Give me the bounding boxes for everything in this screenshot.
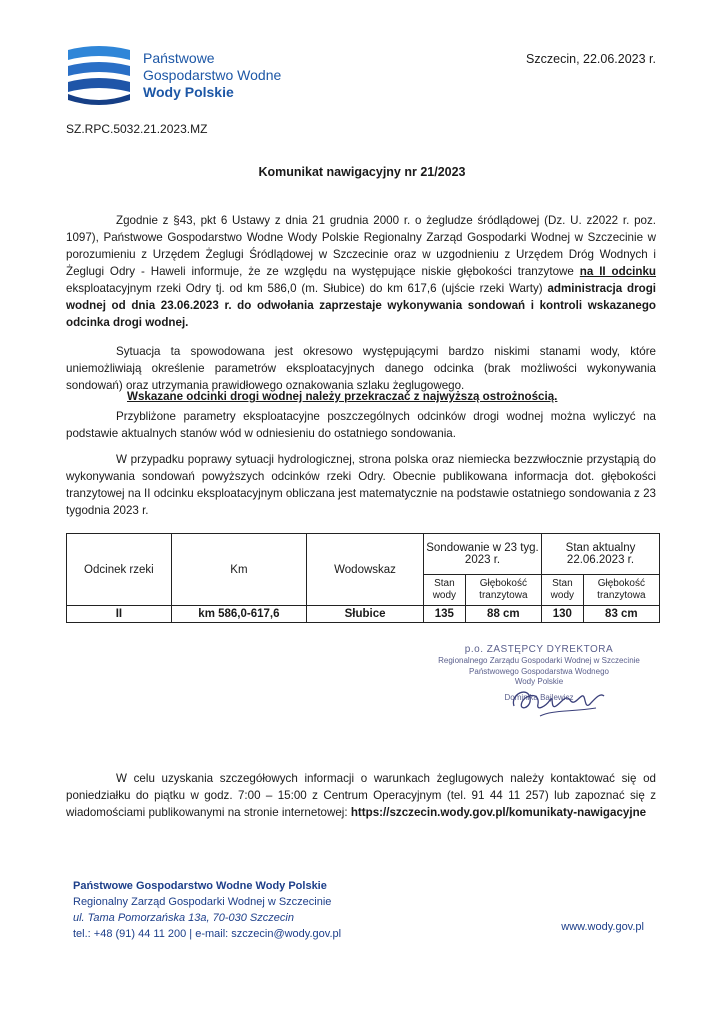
cell-akt-stan: 130 (542, 606, 584, 623)
stamp-line-3: Państwowego Gospodarstwa Wodnego (469, 667, 609, 676)
header-stan-aktualny: Stan aktualny 22.06.2023 r. (542, 534, 660, 575)
water-levels-table (66, 533, 660, 623)
paragraph-4-text: W przypadku poprawy sytuacji hydrologicznej, strona polska oraz niemiecka bezzwłocznie przystąpią do wykonywania sondowań powyższych odcinków rzeki Odry. Obecnie publikowana informacja dot. głębokości tranzytowej na II odcinku eksploatacyjnym obliczana jest matematycznie na podstawie ostatniego sondowania z 23 tygodnia 2023 r. (66, 453, 656, 517)
cell-sond-gleb: 88 cm (465, 606, 541, 623)
footer-line-3: ul. Tama Pomorzańska 13a, 70-030 Szczecin (73, 912, 294, 924)
document-title: Komunikat nawigacyjny nr 21/2023 (258, 165, 466, 179)
footer-line-4: tel.: +48 (91) 44 11 200 | e-mail: szczecin@wody.gov.pl (73, 928, 342, 940)
cell-odcinek: II (67, 606, 172, 623)
paragraph-5 (66, 770, 656, 821)
header-sondowanie: Sondowanie w 23 tyg. 2023 r. (424, 534, 542, 575)
paragraph-3 (66, 408, 656, 442)
header-wodowskaz: Wodowskaz (307, 534, 424, 606)
logo-wordmark (143, 50, 281, 101)
stamp-line-5: Dominika Bajlewicz (504, 693, 574, 702)
paragraph-1-bold: administracja drogi wodnej od dnia 23.06.2023 r. do odwołania zaprzestaje wykonywania sondowań i kontroli wskazanego odcinka drogi wodnej. (66, 282, 657, 329)
document-date: Szczecin, 22.06.2023 r. (526, 52, 656, 66)
cell-akt-gleb: 83 cm (583, 606, 659, 623)
paragraph-5-text: W celu uzyskania szczegółowych informacji o warunkach żeglugowych należy kontaktować się od poniedziałku do piątku w godz. 7:00 – 15:00 z Centrum Operacyjnym (tel. 91 44 11 257) lub zapoznać się z wiadomościami publikowanymi na stronie internetowej: (66, 772, 656, 819)
footer-line-2: Regionalny Zarząd Gospodarki Wodnej w Szczecinie (73, 896, 332, 908)
handwritten-signature-icon (500, 676, 620, 724)
stamp-line-1: p.o. ZASTĘPCY DYREKTORA (464, 644, 614, 655)
paragraph-4 (66, 451, 656, 519)
paragraph-1 (66, 212, 656, 331)
footer-website-link[interactable]: www.wody.gov.pl (561, 921, 644, 933)
table-header-row (67, 534, 660, 575)
subheader-stan-wody-2: Stan wody (542, 575, 584, 606)
paragraph-3-text: Przybliżone parametry eksploatacyjne poszczególnych odcinków drogi wodnej można wyliczyć na podstawie aktualnych stanów wód w odniesieniu do ostatniego sondowania. (66, 410, 656, 440)
logo-line-1: Państwowe (143, 50, 215, 66)
logo-line-2: Gospodarstwo Wodne (143, 67, 282, 83)
komunikaty-link[interactable]: https://szczecin.wody.gov.pl/komunikaty-nawigacyjne (350, 806, 647, 819)
footer-line-1: Państwowe Gospodarstwo Wodne Wody Polskie (73, 880, 327, 892)
warning-text: Wskazane odcinki drogi wodnej należy przekraczać z najwyższą ostrożnością. (127, 390, 558, 403)
paragraph-1-text: Zgodnie z §43, pkt 6 Ustawy z dnia 21 grudnia 2000 r. o żegludze śródlądowej (Dz. U. z2022 r. poz. 1097), Państwowe Gospodarstwo Wodne Wody Polskie Regionalny Zarząd Gospodarki Wodnej w Szczecinie w porozumieniu z Urzędem Żeglugi Śródlądowej w Szczecinie oraz w uzgodnieniu z Urzędem Dróg Wodnych i Żeglugi Odry - Haweli informuje, że ze względu na występujące niskie głębokości tranzytowe (66, 214, 656, 278)
subheader-glebokosc: Głębokość tranzytowa (465, 575, 541, 606)
table-row (67, 606, 660, 623)
subheader-stan-wody: Stan wody (424, 575, 466, 606)
paragraph-1-text-2: eksploatacyjnym rzeki Odry tj. od km 586,0 (m. Słubice) do km 617,6 (ujście rzeki Warty) (66, 282, 548, 295)
wody-polskie-logo-icon (66, 44, 132, 106)
footer-address (73, 878, 341, 942)
header-odcinek: Odcinek rzeki (67, 534, 172, 606)
subheader-glebokosc-2: Głębokość tranzytowa (583, 575, 659, 606)
cell-km: km 586,0-617,6 (171, 606, 306, 623)
paragraph-1-underlined: na II odcinku (579, 265, 657, 278)
header-km: Km (171, 534, 306, 606)
stamp-line-4: Wody Polskie (514, 677, 564, 686)
stamp-line-2: Regionalnego Zarządu Gospodarki Wodnej w Szczecinie (438, 656, 640, 665)
paragraph-2-text: Sytuacja ta spowodowana jest okresowo występującymi bardzo niskimi stanami wody, które uniemożliwiają określenie parametrów eksploatacyjnych danego odcinka (brak możliwości wykonywania sondowań) oraz utrzymania prawidłowego oznakowania szlaku żeglugowego. (66, 345, 656, 392)
logo-line-3: Wody Polskie (143, 84, 234, 100)
paragraph-2 (66, 343, 656, 394)
reference-number: SZ.RPC.5032.21.2023.MZ (66, 122, 208, 136)
cell-wodowskaz: Słubice (307, 606, 424, 623)
cell-sond-stan: 135 (424, 606, 466, 623)
